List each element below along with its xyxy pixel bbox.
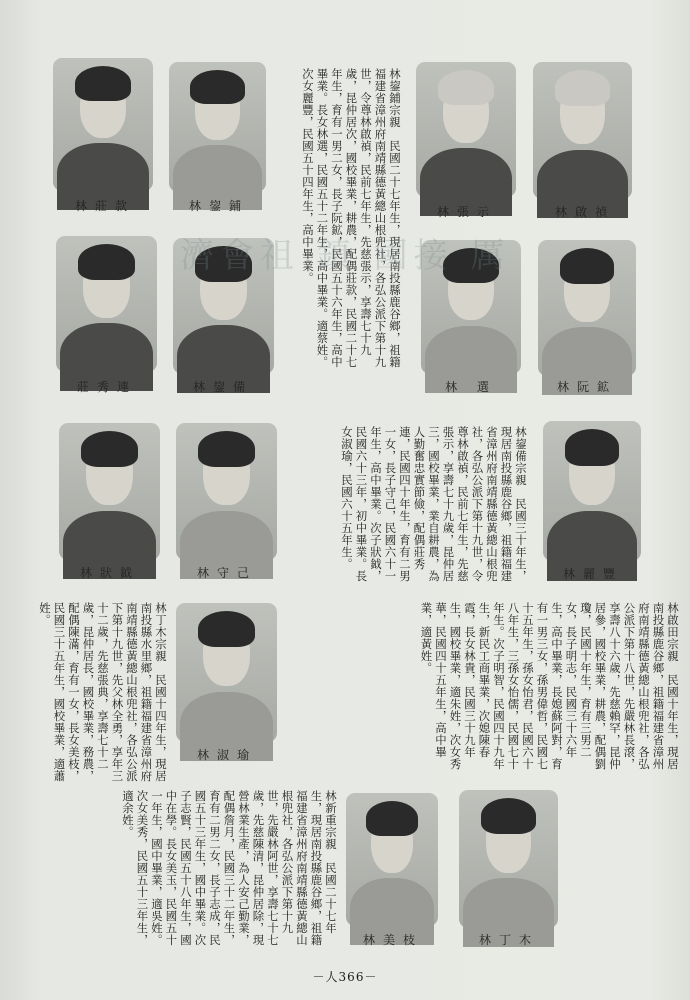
biography-text: 林新重宗親 民國二十七年生，現居南投縣鹿谷鄉，祖籍福建省漳州府南靖縣德黃總山根兜社，各弘公派下第十九世，先嚴林阿世，享壽七十七歲，先慈陳清，昆仲居除，現營林業生產，為人安己勤業，配偶詹月，民國三十二年生，育有二男二女，長子志成，民國五十三年生，國中畢業。次子志賢，民國五十八年生，國中在學。長女美玉，民國五十一年生，國中畢業，適吳姓。次女美秀，民國五十三年生，適余姓。	[121, 790, 338, 946]
portrait-photo	[53, 58, 153, 191]
portrait-photo	[176, 423, 277, 560]
portrait-caption: 林張示	[436, 205, 497, 219]
portrait-caption: 林狀鉞	[79, 566, 140, 580]
portrait-caption: 林阮鉱	[556, 380, 617, 394]
portrait-caption: 林鋆備	[192, 380, 253, 394]
portrait-caption: 林丁木	[478, 933, 539, 947]
portrait-caption: 林莊款	[74, 199, 135, 213]
portrait-caption: 林 選	[445, 380, 497, 394]
biography-text: 林丁木宗親 民國十四年生，現居南投縣水里鄉，祖籍福建省漳州府南靖縣德黃總山根兜社，各弘公派下第十九世，先父林全勇，享年三十二歲，先慈張典，享壽七十二歲，昆仲居長，國校畢業，務農，配偶陳滿，育有一女，長女美枝，民國三十五年生，國校畢業，適蕭姓。	[38, 602, 168, 782]
portrait-photo	[543, 421, 641, 561]
portrait-caption: 林淑瑜	[196, 748, 257, 762]
portrait-caption: 莊秀連	[76, 380, 137, 394]
portrait-caption: 林守己	[196, 566, 257, 580]
portrait-photo	[56, 236, 157, 372]
biography-text: 林鋆備宗親 民國三十年生，現居南投縣鹿谷鄉，祖籍福建省漳州府南靖縣德黃總山根兜社，各弘公派下第十九世，令尊林啟禎，民前七年生，先慈張示，享壽七十九歲，昆仲居三，國校畢業，業自耕農，為人勤奮忠實節儉，配偶莊秀連，民國四十年生，育有二男一女，長子守己，民國六十一年生，高中畢業。次子狀鉞，民國六十三年，初中畢業。長女淑瑜，民國六十五年生。	[340, 426, 528, 582]
portrait-photo	[169, 62, 266, 192]
portrait-photo	[176, 603, 277, 742]
portrait-photo	[538, 240, 636, 376]
watermark: 濟會祖 鎮 國接 厲	[180, 236, 511, 276]
portrait-caption: 林美枝	[362, 933, 423, 947]
biography-text: 林鋆鋪宗親 民國二十七年生，現居南投縣鹿谷鄉，祖籍福建省漳州府南靖縣德黃總山根兜社，各弘公派下第十九世，令尊林啟禎，民前七年生，先慈張示，享壽七十九歲，昆仲居次，國校畢業，耕農，配偶莊款，民國二十七年生，育有一男二女，長子阮鉱，民國五十六年生，高中畢業。長女林選，民國五十二年生，高中畢業。適蔡姓。次女麗豐，民國五十四年生，高中畢業。	[301, 68, 402, 368]
portrait-photo	[459, 790, 558, 928]
biography-text: 林啟田宗親 民國十年生，現居南投縣鹿谷鄉，祖籍福建省漳州府南靖縣德黃總山根兜社，各弘公派下第十八世，先嚴林長滾，享壽八十六歲，先慈賴罕，昆仲居參，國校畢業，耕農，配偶劉瓊，民國十年生，育有三男二女，長子明志，民國三十六年生，高中畢業，長媳蘇阿對，育有一男三女，孫男偉哲，民國七十五年生，孫女怡君，民國六十八年生，三孫女怡儒，民國七十年生。次子明智，民國四十九年生，新民工商畢業，次媳陳春霞，長女林貴，民國三十九年生，國校畢業，適朱姓，次女秀華，民國四十五年生，高中畢業，適黃姓。	[419, 602, 680, 770]
portrait-caption: 林麗豐	[562, 567, 623, 581]
portrait-photo	[533, 62, 632, 199]
portrait-photo	[416, 62, 516, 197]
portrait-photo	[346, 793, 438, 926]
portrait-photo	[59, 423, 160, 560]
portrait-caption: 林鋆鋪	[188, 199, 249, 213]
page-number: －人366－	[312, 970, 378, 984]
portrait-caption: 林啟禎	[554, 205, 615, 219]
